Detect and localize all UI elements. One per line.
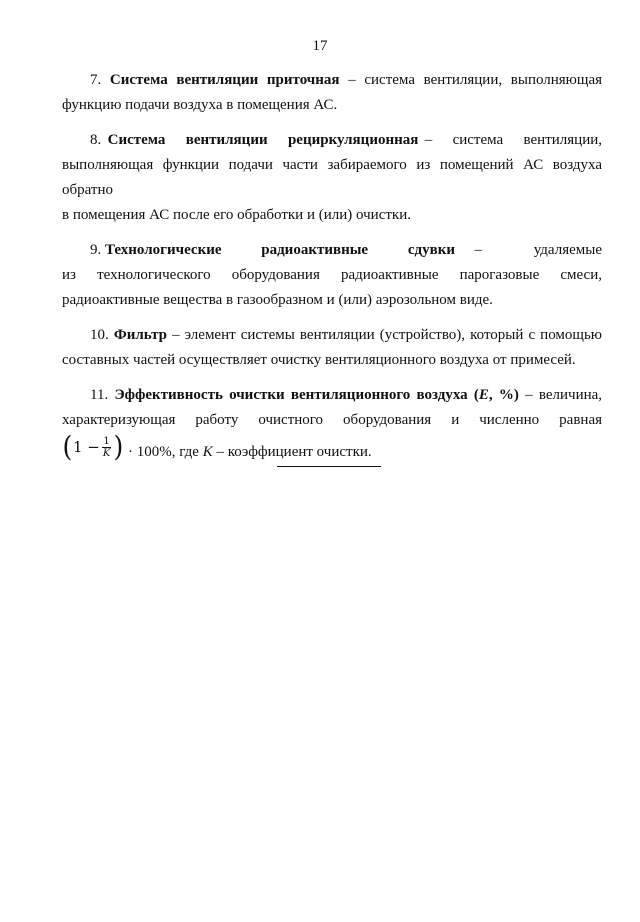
document-body <box>62 68 603 475</box>
item-text: – система вентиляции, выполняющая <box>348 72 602 88</box>
formula-fraction <box>102 436 111 459</box>
formula-one-minus: 1 − <box>72 437 100 456</box>
item-text: – удаляемые <box>474 242 602 258</box>
item-text: – система вентиляции, <box>424 132 603 148</box>
formula-tail: · 100%, где <box>128 444 199 460</box>
formula-variable: K <box>202 444 213 460</box>
end-divider <box>277 466 381 467</box>
page-number: 17 <box>312 38 328 54</box>
fraction-denominator: K <box>102 447 111 459</box>
item-term: Эффективность очистки вентиляционного воздуха (E, %) <box>114 387 519 403</box>
item-text: – величина, <box>525 387 603 403</box>
item-number: 9. <box>90 242 102 258</box>
formula-tail-2: – коэффициент очистки. <box>216 444 372 460</box>
item-number: 11. <box>90 387 109 403</box>
item-11-line-3 <box>62 430 602 465</box>
definition-item-8 <box>62 128 603 228</box>
item-9-line-1 <box>82 238 602 263</box>
item-8-line-3: в помещения АС после его обработки и (или) очистки. <box>62 207 411 223</box>
item-term: Фильтр <box>113 327 168 343</box>
item-number: 10. <box>90 327 109 343</box>
item-11-line-2: характеризующая работу очистного оборудования и численно равная <box>62 412 602 428</box>
item-7-line-1 <box>82 68 602 93</box>
fraction-numerator: 1 <box>103 435 110 447</box>
item-term: Система вентиляции приточная <box>109 72 340 88</box>
definition-item-11 <box>62 383 603 465</box>
item-11-line-1 <box>82 383 602 408</box>
formula-open-paren: ( <box>62 430 73 463</box>
item-term: Технологические радиоактивные сдувки <box>105 242 455 258</box>
item-8-line-1 <box>82 128 602 153</box>
definition-item-7 <box>62 68 602 118</box>
item-9-line-3: радиоактивные вещества в газообразном и (или) аэрозольном виде. <box>62 292 493 308</box>
item-number: 8. <box>90 132 102 148</box>
item-text: – элемент системы вентиляции (устройство), который с помощью <box>172 327 603 343</box>
item-10-line-1 <box>82 323 602 348</box>
item-term: Система вентиляции рециркуляционная <box>107 132 419 148</box>
definition-item-9 <box>62 238 602 313</box>
item-8-line-2: выполняющая функции подачи части забираемого из помещений АС воздуха обратно <box>62 157 602 198</box>
formula-close-paren: ) <box>113 430 124 463</box>
definition-item-10 <box>62 323 603 373</box>
item-10-line-2: составных частей осуществляет очистку вентиляционного воздуха от примесей. <box>62 352 576 368</box>
item-9-line-2: из технологического оборудования радиоактивные парогазовые смеси, <box>62 267 602 283</box>
item-7-line-2: функцию подачи воздуха в помещения АС. <box>62 97 338 113</box>
efficiency-formula <box>62 430 124 463</box>
item-number: 7. <box>90 72 102 88</box>
